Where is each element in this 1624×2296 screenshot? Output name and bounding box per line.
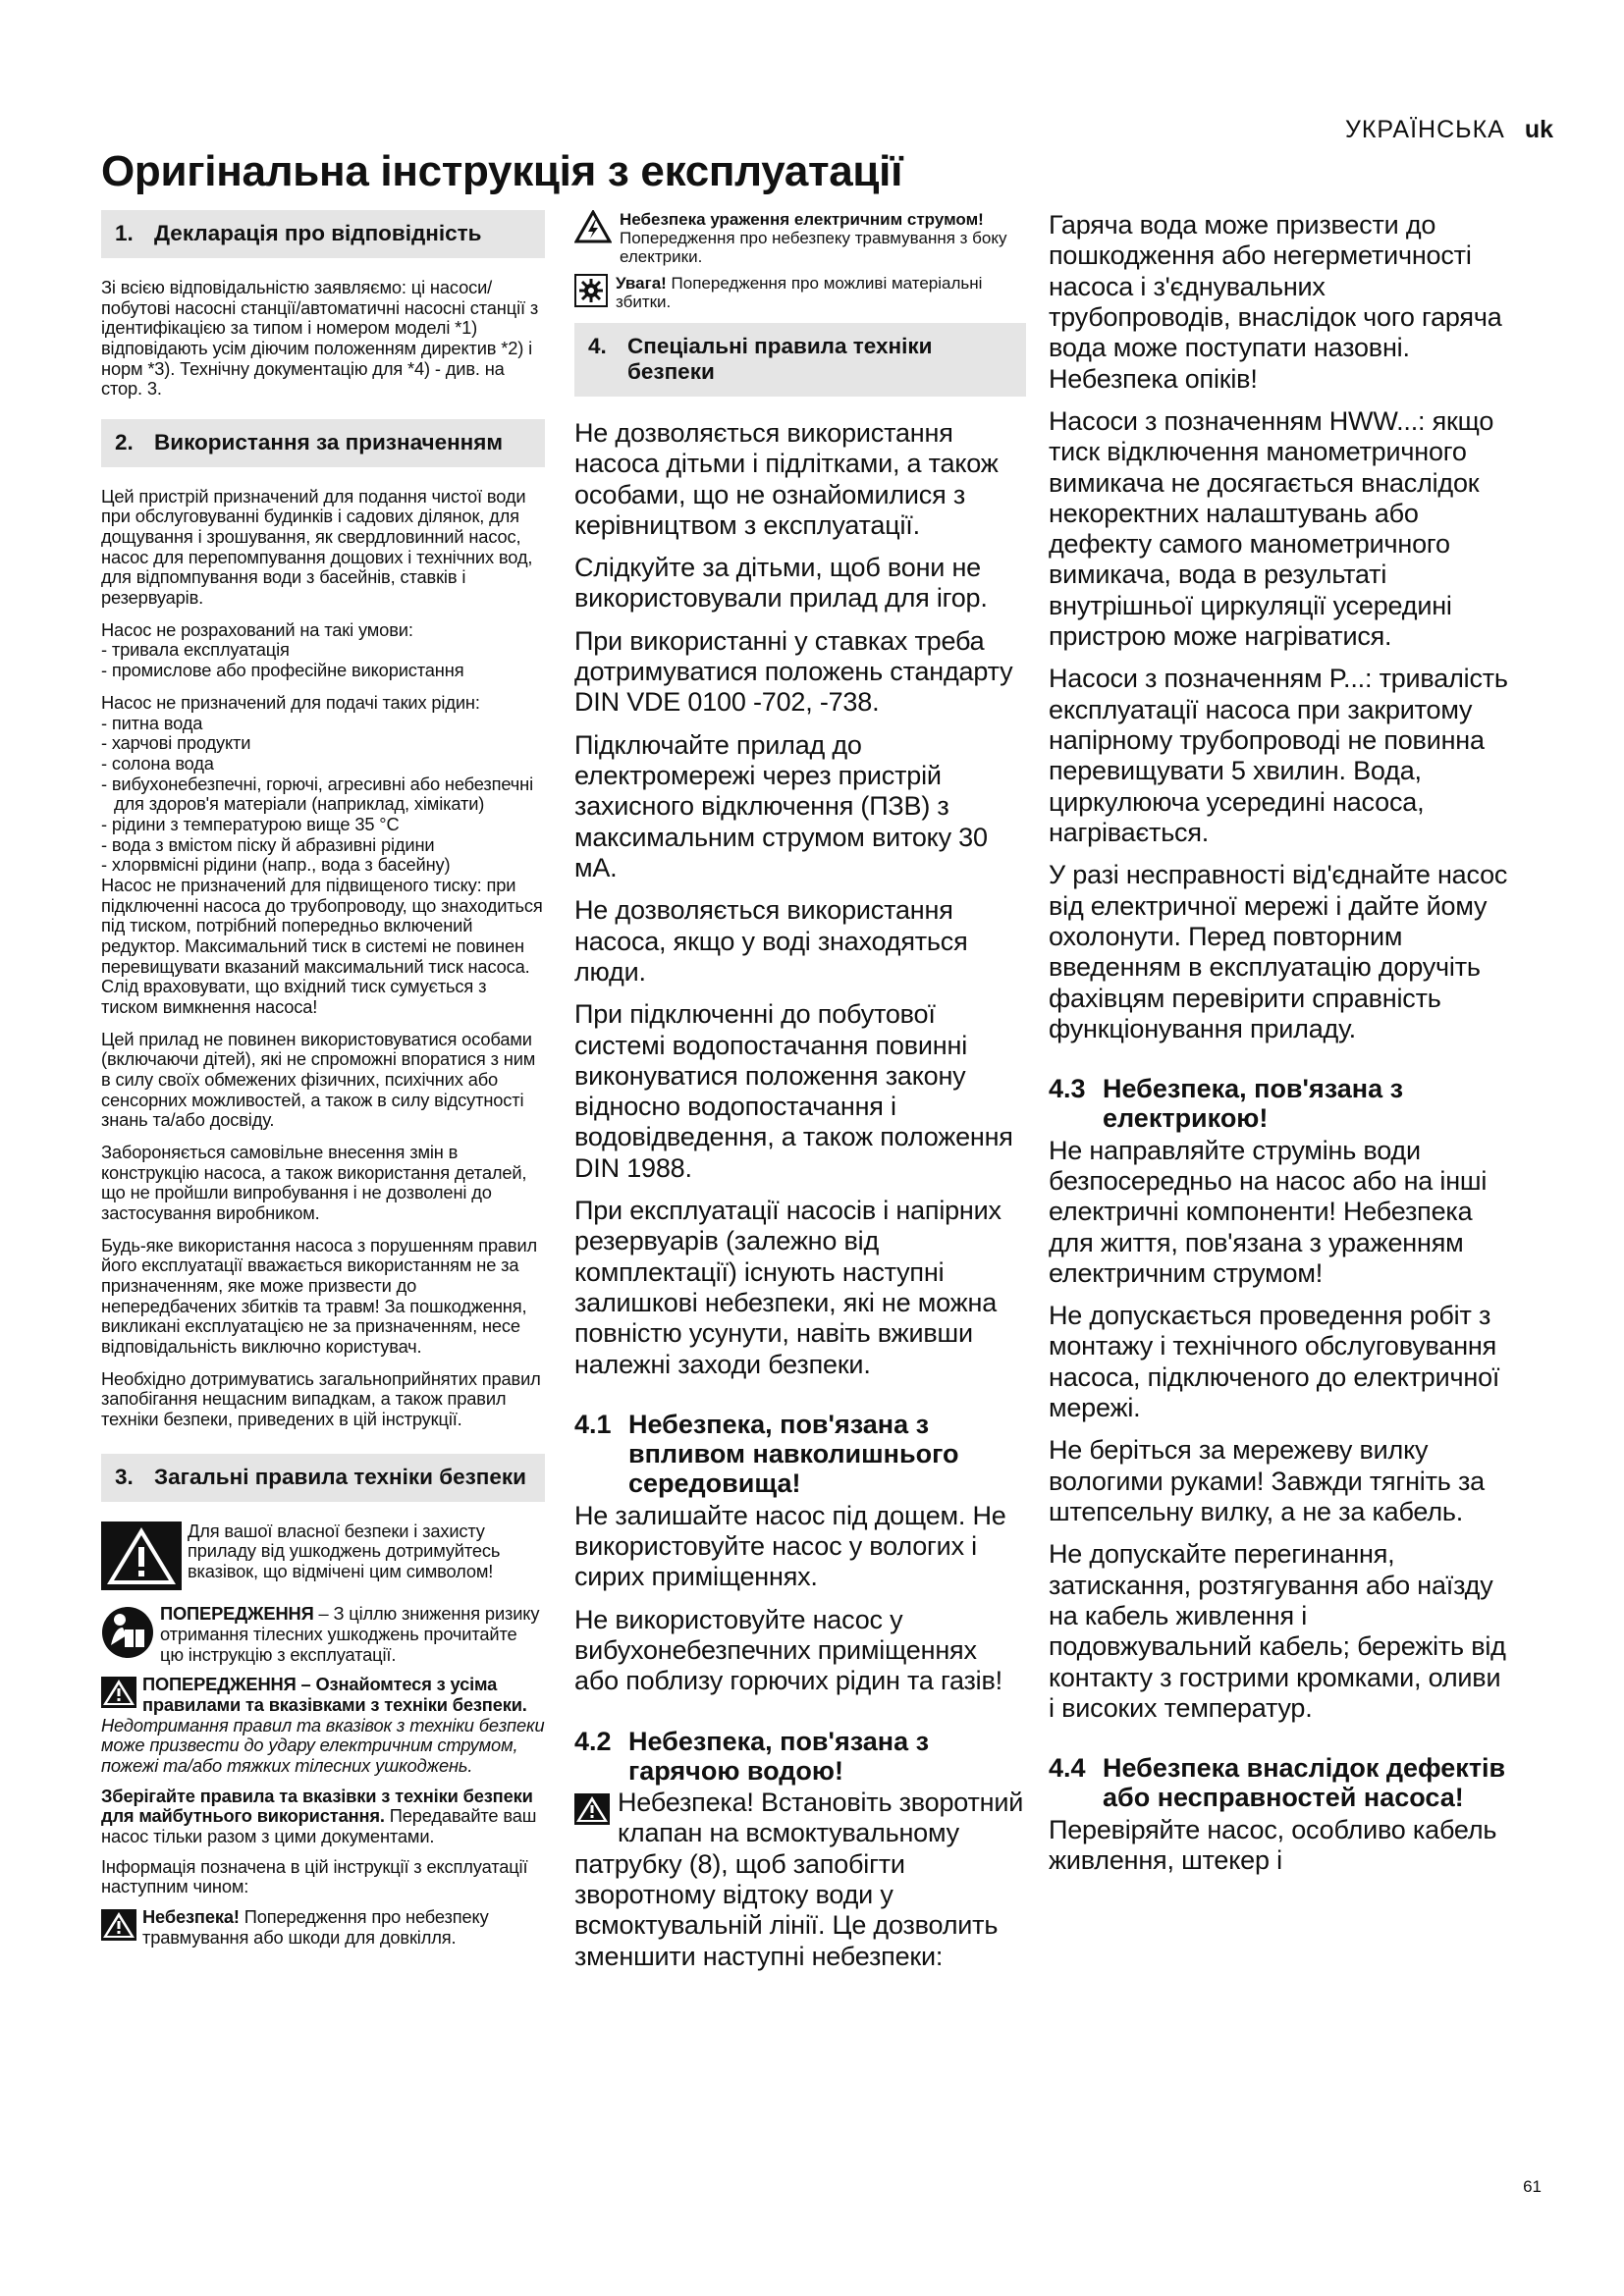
list-item: - промислове або професійне використання	[101, 661, 545, 681]
warning-note: Для вашої власної безпеки і захисту приладу від ушкоджень дотримуйтесь вказівок, що відмічені цим символом!	[101, 1522, 545, 1595]
inspect-pump-text: Перевіряйте насос, особливо кабель живлення, штекер і	[1049, 1814, 1497, 1875]
column-3	[1049, 210, 1510, 1888]
modifications-text: Забороняється самовільне внесення змін в конструкцію насоса, а також використання деталей, що не пройшли випробування і не дозволені до застосування виробником.	[101, 1141, 527, 1223]
persons-text: Цей прилад не повинен використовуватися особами (включаючи дітей), які не спроможні впоратися з ним в силу своїх обмежених фізичних, психічних або сенсорних можливостей, а також в силу відсутності знань та/або досвіду.	[101, 1028, 536, 1131]
danger-note: Небезпека! Попередження про небезпеку травмування або шкоди для довкілля.	[101, 1907, 545, 1948]
list-item: - харчові продукти	[101, 733, 545, 754]
section-4-2-heading: 4.2 Небезпека, пов'язана з гарячою водою!	[574, 1726, 930, 1786]
column-1	[101, 210, 545, 1957]
conditions-list	[101, 640, 545, 680]
section-4-1-heading: 4.1 Небезпека, пов'язана з впливом навколишнього середовища!	[574, 1409, 959, 1499]
not-designed-lead: Насос не розрахований на такі умови:	[101, 618, 413, 640]
list-item: - питна вода	[101, 714, 545, 734]
check-valve-text: Небезпека! Встановіть зворотний клапан на всмоктувальному патрубку (8), щоб запобігти зворотному відтоку води у всмоктувальній лінії. Це дозволить зменшити наступні небезпеки:	[574, 1788, 1024, 1971]
list-item: - хлорвмісні рідини (напр., вода з басейну)	[101, 855, 545, 876]
attention-note: Увага! Попередження про можливі матеріальні збитки.	[574, 274, 1026, 311]
page-title: Оригінальна інструкція з експлуатації	[101, 147, 903, 195]
explosive-text: Не використовуйте насос у вибухонебезпечних приміщеннях або поблизу горючих рідин та газів!	[574, 1604, 1002, 1696]
maintenance-text: Не допускається проведення робіт з монтажу і технічного обслуговування насоса, підключеного до електричної мережі.	[1049, 1301, 1500, 1423]
liquids-lead: Насос не призначений для подачі таких рідин:	[101, 691, 480, 713]
column-2	[574, 210, 1026, 1984]
list-item: - вода з вмістом піску й абразивні рідини	[101, 835, 545, 856]
residual-risks-text: При експлуатації насосів і напірних резервуарів (залежно від комплектації) існують наступні залишкові небезпеки, які не можна повністю усунути, навіть вживши належні заходи безпеки.	[574, 1196, 1001, 1379]
section-2-heading: 2. Використання за призначенням	[101, 419, 545, 467]
intended-use-text: Цей пристрій призначений для подання чистої води при обслуговуванні будинків і садових ділянок, для дощування і зрошування, як свердловинний насос, насос для перепомпування дощових і технічних вод, для відпомпування води з басейнів, ставків і резервуарів.	[101, 485, 533, 609]
damage-gear-icon	[574, 274, 608, 311]
declaration-text: Зі всією відповідальністю заявляємо: ці насоси/побутові насосні станції/автоматичні насосні станції з ідентифікацією за типом і номером моделі *1) відповідають усім діючим положенням директив *2) і норм *3). Технічну документацію для *4) - див. на стор. 3.	[101, 276, 539, 400]
malfunction-text: У разі несправності від'єднайте насос від електричної мережі і дайте йому охолонути. Перед повторним введенням в експлуатацію доручіть фахівцям перевірити справність функціонування приладу.	[1049, 860, 1508, 1043]
electric-hazard-icon	[574, 210, 612, 266]
manual-warning: ПОПЕРЕДЖЕННЯ – З ціллю зниження ризику отримання тілесних ушкоджень прочитайте цю інструкцію з експлуатації.	[101, 1604, 545, 1665]
accident-rules-text: Необхідно дотримуватись загальноприйнятих правил запобігання нещасним випадкам, а також правил техніки безпеки, приведених в цій інструкції.	[101, 1367, 541, 1429]
p-pumps-text: Насоси з позначенням P...: тривалість експлуатації насоса при закритому напірному трубопроводі не повинна перевищувати 5 хвилин. Вода, циркулююча усередині насоса, нагрівається.	[1049, 664, 1508, 847]
rain-text: Не залишайте насос під дощем. Не використовуйте насос у вологих і сирих приміщеннях.	[574, 1500, 1006, 1592]
children-use-text: Не дозволяється використання насоса дітьми і підлітками, а також особами, що не ознайомилися з керівництвом з експлуатації.	[574, 417, 999, 540]
cable-care-text: Не допускайте перегинання, затискання, розтягування або наїзду на кабель живлення і подовжувальний кабель; бережіть від контакту з гострими кромками, оливи і високих температур.	[1049, 1539, 1506, 1723]
warning-triangle-icon	[101, 1522, 182, 1595]
section-4-heading: 4. Спеціальні правила техніки безпеки	[574, 323, 1026, 397]
liquids-list	[101, 714, 545, 876]
list-item: - тривала експлуатація	[101, 640, 545, 661]
section-4-4-heading: 4.4 Небезпека внаслідок дефектів або несправностей насоса!	[1049, 1753, 1506, 1813]
warning-triangle-icon	[574, 1793, 610, 1832]
electric-warning-note: Небезпека ураження електричним струмом! Попередження про небезпеку травмування з боку електрики.	[574, 210, 1026, 266]
section-1-heading: 1. Декларація про відповідність	[101, 210, 545, 258]
water-jet-text: Не направляйте струмінь води безпосередньо на насос або на інші електричні компоненти! Небезпека для життя, пов'язана з ураженням електричним струмом!	[1049, 1135, 1488, 1288]
hot-water-text: Гаряча вода може призвести до пошкодження або негерметичності насоса і з'єднувальних трубопроводів, внаслідок чого гаряча вода може поступати назовні. Небезпека опіків!	[1049, 210, 1502, 394]
info-text: Інформація позначена в цій інструкції з експлуатації наступним чином:	[101, 1855, 528, 1897]
keep-instructions: Зберігайте правила та вказівки з техніки безпеки для майбутнього використання. Передавайте ваш насос тільки разом з цими документами.	[101, 1785, 537, 1846]
section-4-3-heading: 4.3 Небезпека, пов'язана з електрикою!	[1049, 1074, 1404, 1134]
wet-hands-text: Не беріться за мережеву вилку вологими руками! Завжди тягніть за штепсельну вилку, а не за кабель.	[1049, 1435, 1485, 1527]
pond-standard-text: При використанні у ставках треба дотримуватися положень стандарту DIN VDE 0100 -702, -738.	[574, 625, 1013, 718]
list-item: - вибухонебезпечні, горючі, агресивні або небезпечні для здоров'я матеріали (наприклад, хімікати)	[101, 774, 545, 815]
warning-triangle-icon	[101, 1909, 136, 1946]
rcd-text: Підключайте прилад до електромережі через пристрій захисного відключення (ПЗВ) з максимальним струмом витоку 30 мА.	[574, 729, 988, 882]
supervise-children-text: Слідкуйте за дітьми, щоб вони не використовували прилад для ігор.	[574, 553, 988, 614]
list-item: - солона вода	[101, 754, 545, 774]
list-item: - рідини з температурою вище 35 °C	[101, 815, 545, 835]
pressure-text: Насос не призначений для підвищеного тиску: при підключенні насоса до трубопроводу, що знаходиться під тиском, потрібний попередньо включений редуктор. Максимальний тиск в системі не повинен перевищувати вказаний максимальний тиск насоса. Слід враховувати, що вхідний тиск сумується з тиском вимкнення насоса!	[101, 874, 543, 1017]
water-supply-law-text: При підключенні до побутової системі водопостачання повинні виконуватися положення закону відносно водопостачання і водовідведення, а також положення DIN 1988.	[574, 999, 1013, 1183]
read-all-warning: ПОПЕРЕДЖЕННЯ – Ознайомтеся з усіма правилами та вказівками з техніки безпеки. Недотримання правил та вказівок з техніки безпеки може призвести до удару електричним струмом, пожежі та/або тяжких тілесних ушкоджень.	[101, 1674, 545, 1776]
misuse-text: Будь-яке використання насоса з порушенням правил його експлуатації вважається використанням не за призначенням, яке може призвести до непередбачених збитків та травм! За пошкодження, викликані експлуатацією не за призначенням, несе відповідальність виключно користувач.	[101, 1234, 538, 1357]
warning-triangle-icon	[101, 1677, 136, 1713]
people-in-water-text: Не дозволяється використання насоса, якщо у воді знаходяться люди.	[574, 895, 968, 987]
language-label: УКРАЇНСЬКА uk	[1344, 116, 1553, 143]
page-number: 61	[1523, 2177, 1542, 2196]
read-manual-icon	[101, 1606, 154, 1664]
section-3-heading: 3. Загальні правила техніки безпеки	[101, 1454, 545, 1502]
hww-pumps-text: Насоси з позначенням HWW...: якщо тиск відключення манометричного вимикача не досягається внаслідок некоректних налаштувань або дефекту самого манометричного вимикача, вода в результаті внутрішньої циркуляції усередині пристрою може нагріватися.	[1049, 405, 1494, 652]
